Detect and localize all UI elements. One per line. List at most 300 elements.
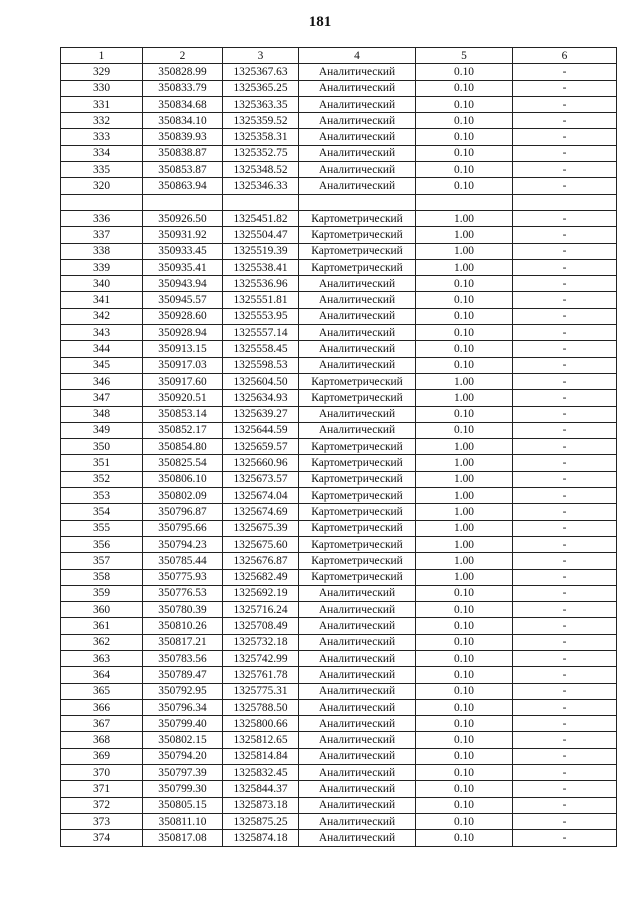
table-cell: - [513, 553, 617, 569]
table-cell: Аналитический [299, 765, 416, 781]
table-cell: 350828.99 [143, 64, 223, 80]
table-cell: 355 [61, 520, 143, 536]
table-cell: - [513, 602, 617, 618]
table-cell: 338 [61, 243, 143, 259]
table-cell: - [513, 585, 617, 601]
table-cell: - [513, 178, 617, 194]
table-cell: Картометрический [299, 455, 416, 471]
table-cell: - [513, 325, 617, 341]
table-cell: - [513, 765, 617, 781]
table-cell: 0.10 [416, 80, 513, 96]
table-cell: 357 [61, 553, 143, 569]
table-cell: - [513, 80, 617, 96]
table-cell: 1325716.24 [223, 602, 299, 618]
table-cell: 341 [61, 292, 143, 308]
table-cell: - [513, 145, 617, 161]
table-cell: 1325675.60 [223, 536, 299, 552]
table-cell: - [513, 210, 617, 226]
table-cell: Картометрический [299, 553, 416, 569]
table-cell: 350933.45 [143, 243, 223, 259]
table-cell: 350839.93 [143, 129, 223, 145]
table-cell: 0.10 [416, 634, 513, 650]
table-cell: 350783.56 [143, 650, 223, 666]
table-cell: 350926.50 [143, 210, 223, 226]
table-cell: - [513, 341, 617, 357]
table-cell: 0.10 [416, 64, 513, 80]
table-row [61, 243, 617, 259]
table-cell: 1325844.37 [223, 781, 299, 797]
coordinates-table [60, 47, 617, 847]
table-cell: 350935.41 [143, 259, 223, 275]
table-cell: 0.10 [416, 422, 513, 438]
table-row [61, 341, 617, 357]
table-cell: 0.10 [416, 618, 513, 634]
table-row [61, 488, 617, 504]
table-cell: 350931.92 [143, 227, 223, 243]
table-cell: - [513, 716, 617, 732]
table-cell: - [513, 259, 617, 275]
table-cell: 0.10 [416, 683, 513, 699]
table-cell: 344 [61, 341, 143, 357]
table-cell: Аналитический [299, 618, 416, 634]
table-cell: 0.10 [416, 178, 513, 194]
table-cell: 1325800.66 [223, 716, 299, 732]
table-row [61, 781, 617, 797]
table-cell: - [513, 129, 617, 145]
table-cell: - [513, 227, 617, 243]
table-cell: 1325639.27 [223, 406, 299, 422]
table-row [61, 178, 617, 194]
table-cell: Аналитический [299, 325, 416, 341]
table-cell: - [513, 488, 617, 504]
table-cell: 1325358.31 [223, 129, 299, 145]
table-cell: 350853.14 [143, 406, 223, 422]
table-cell: Картометрический [299, 210, 416, 226]
table-cell: Аналитический [299, 145, 416, 161]
table-cell: - [513, 439, 617, 455]
table-cell: 0.10 [416, 325, 513, 341]
table-cell: 348 [61, 406, 143, 422]
table-cell: - [513, 748, 617, 764]
table-row [61, 325, 617, 341]
table-cell: Картометрический [299, 488, 416, 504]
table-cell: 1325348.52 [223, 162, 299, 178]
table-cell: - [513, 520, 617, 536]
table-cell: - [513, 390, 617, 406]
table-cell: - [513, 781, 617, 797]
table-cell: 1.00 [416, 455, 513, 471]
table-cell: 1.00 [416, 243, 513, 259]
table-cell: 350811.10 [143, 813, 223, 829]
table-row [61, 455, 617, 471]
table-cell [223, 194, 299, 210]
table-cell: 1.00 [416, 520, 513, 536]
table-cell: - [513, 569, 617, 585]
table-cell: - [513, 308, 617, 324]
table-cell: Картометрический [299, 520, 416, 536]
table-cell: Аналитический [299, 650, 416, 666]
table-cell: 360 [61, 602, 143, 618]
table-cell: 0.10 [416, 797, 513, 813]
page-number: 181 [308, 14, 332, 30]
table-row [61, 194, 617, 210]
table-row [61, 162, 617, 178]
table-row [61, 732, 617, 748]
table-cell: 1325814.84 [223, 748, 299, 764]
table-row [61, 504, 617, 520]
table-cell: 320 [61, 178, 143, 194]
table-cell: 1.00 [416, 488, 513, 504]
table-cell: 1325674.69 [223, 504, 299, 520]
column-header: 3 [223, 48, 299, 64]
table-cell: 334 [61, 145, 143, 161]
table-cell: 1.00 [416, 553, 513, 569]
column-header: 4 [299, 48, 416, 64]
table-cell: 0.10 [416, 667, 513, 683]
table-cell: 1.00 [416, 439, 513, 455]
table-cell: 1325875.25 [223, 813, 299, 829]
table-row [61, 569, 617, 585]
table-cell: - [513, 650, 617, 666]
table-cell: 1325660.96 [223, 455, 299, 471]
table-row [61, 471, 617, 487]
table-cell: Картометрический [299, 569, 416, 585]
table-cell: Аналитический [299, 341, 416, 357]
table-cell: 345 [61, 357, 143, 373]
table-cell [416, 194, 513, 210]
table-cell: - [513, 276, 617, 292]
table-cell [61, 194, 143, 210]
table-cell: 0.10 [416, 406, 513, 422]
table-row [61, 716, 617, 732]
table-cell: Картометрический [299, 536, 416, 552]
table-row [61, 439, 617, 455]
table-cell: 350834.10 [143, 113, 223, 129]
table-cell: 1.00 [416, 210, 513, 226]
table-cell: - [513, 422, 617, 438]
table-cell: - [513, 618, 617, 634]
table-cell: 350805.15 [143, 797, 223, 813]
table-cell: 350795.66 [143, 520, 223, 536]
table-cell: Аналитический [299, 716, 416, 732]
table-cell: 1325673.57 [223, 471, 299, 487]
table-row [61, 145, 617, 161]
table-row [61, 96, 617, 112]
table-cell: 1325682.49 [223, 569, 299, 585]
table-cell: 1.00 [416, 259, 513, 275]
table-cell: 0.10 [416, 699, 513, 715]
table-cell: 350913.15 [143, 341, 223, 357]
table-cell: 0.10 [416, 650, 513, 666]
table-cell: Аналитический [299, 748, 416, 764]
table-cell: 1.00 [416, 569, 513, 585]
table-cell [143, 194, 223, 210]
table-cell: 1325551.81 [223, 292, 299, 308]
table-cell: Аналитический [299, 64, 416, 80]
table-cell: 0.10 [416, 813, 513, 829]
table-cell: 1.00 [416, 471, 513, 487]
table-cell: 350780.39 [143, 602, 223, 618]
table-header-row [61, 48, 617, 64]
table-cell: 353 [61, 488, 143, 504]
table-cell: - [513, 113, 617, 129]
table-cell: 350785.44 [143, 553, 223, 569]
table-cell: 1.00 [416, 227, 513, 243]
table-cell: 1325634.93 [223, 390, 299, 406]
table-row [61, 292, 617, 308]
table-cell: 350796.34 [143, 699, 223, 715]
table-cell: 1325732.18 [223, 634, 299, 650]
table-cell: 350776.53 [143, 585, 223, 601]
table-row [61, 80, 617, 96]
table-cell: Аналитический [299, 292, 416, 308]
table-cell: 350833.79 [143, 80, 223, 96]
table-row [61, 585, 617, 601]
table-cell: - [513, 683, 617, 699]
table-cell: 361 [61, 618, 143, 634]
table-cell: Картометрический [299, 504, 416, 520]
table-cell: 356 [61, 536, 143, 552]
table-cell: Картометрический [299, 373, 416, 389]
table-cell: Аналитический [299, 813, 416, 829]
table-cell: 1325557.14 [223, 325, 299, 341]
column-header: 5 [416, 48, 513, 64]
table-cell: 350852.17 [143, 422, 223, 438]
table-cell: 364 [61, 667, 143, 683]
table-cell: 347 [61, 390, 143, 406]
table-cell: 350928.94 [143, 325, 223, 341]
table-cell: 331 [61, 96, 143, 112]
table-cell: 0.10 [416, 113, 513, 129]
table-cell: Картометрический [299, 227, 416, 243]
table-cell: 1325644.59 [223, 422, 299, 438]
table-cell: 350796.87 [143, 504, 223, 520]
table-row [61, 650, 617, 666]
table-cell [513, 194, 617, 210]
table-cell: Аналитический [299, 422, 416, 438]
table-row [61, 553, 617, 569]
table-cell: 350825.54 [143, 455, 223, 471]
table-cell: Аналитический [299, 129, 416, 145]
table-cell: 0.10 [416, 162, 513, 178]
table-cell: 1325873.18 [223, 797, 299, 813]
table-cell: 336 [61, 210, 143, 226]
table-row [61, 422, 617, 438]
table-cell: Картометрический [299, 243, 416, 259]
table-cell: 350799.30 [143, 781, 223, 797]
table-row [61, 699, 617, 715]
table-cell: 0.10 [416, 145, 513, 161]
table-cell: 0.10 [416, 585, 513, 601]
table-cell: 346 [61, 373, 143, 389]
table-cell: 0.10 [416, 602, 513, 618]
table-cell: Аналитический [299, 797, 416, 813]
table-cell: 0.10 [416, 308, 513, 324]
table-row [61, 113, 617, 129]
table-cell: - [513, 357, 617, 373]
table-cell: 1325676.87 [223, 553, 299, 569]
table-row [61, 748, 617, 764]
table-cell: 1325359.52 [223, 113, 299, 129]
table-cell: 350943.94 [143, 276, 223, 292]
table-cell: 366 [61, 699, 143, 715]
table-cell: 1325692.19 [223, 585, 299, 601]
table-cell: - [513, 667, 617, 683]
table-cell: 350853.87 [143, 162, 223, 178]
table-cell: - [513, 455, 617, 471]
table-cell: 1325775.31 [223, 683, 299, 699]
table-cell [299, 194, 416, 210]
table-cell: 1325346.33 [223, 178, 299, 194]
table-cell: 1325538.41 [223, 259, 299, 275]
table-cell: - [513, 732, 617, 748]
table-cell: Аналитический [299, 781, 416, 797]
table-cell: 363 [61, 650, 143, 666]
table-cell: 1.00 [416, 504, 513, 520]
table-cell: 1.00 [416, 390, 513, 406]
table-cell: 337 [61, 227, 143, 243]
table-cell: Картометрический [299, 471, 416, 487]
table-cell: 362 [61, 634, 143, 650]
table-cell: 1325363.35 [223, 96, 299, 112]
table-cell: - [513, 406, 617, 422]
table-cell: Аналитический [299, 602, 416, 618]
table-cell: 359 [61, 585, 143, 601]
table-cell: 350792.95 [143, 683, 223, 699]
table-cell: 1325604.50 [223, 373, 299, 389]
table-cell: 350797.39 [143, 765, 223, 781]
table-cell: 373 [61, 813, 143, 829]
table-cell: 0.10 [416, 357, 513, 373]
table-cell: 1325367.63 [223, 64, 299, 80]
table-cell: 1325659.57 [223, 439, 299, 455]
table-cell: 0.10 [416, 716, 513, 732]
table-cell: - [513, 96, 617, 112]
table-cell: - [513, 373, 617, 389]
table-cell: - [513, 536, 617, 552]
table-cell: 350863.94 [143, 178, 223, 194]
table-row [61, 830, 617, 846]
table-cell: Аналитический [299, 683, 416, 699]
table-cell: 350817.08 [143, 830, 223, 846]
table-row [61, 765, 617, 781]
table-cell: 1325365.25 [223, 80, 299, 96]
table-cell: 1325832.45 [223, 765, 299, 781]
table-row [61, 390, 617, 406]
table-row [61, 683, 617, 699]
table-cell: 365 [61, 683, 143, 699]
table-cell: 0.10 [416, 276, 513, 292]
table-cell: - [513, 830, 617, 846]
table-cell: 350945.57 [143, 292, 223, 308]
table-cell: 350917.60 [143, 373, 223, 389]
table-cell: 1325451.82 [223, 210, 299, 226]
table-cell: - [513, 813, 617, 829]
table-row [61, 64, 617, 80]
table-cell: 350799.40 [143, 716, 223, 732]
table-cell: 1325761.78 [223, 667, 299, 683]
table-cell: Аналитический [299, 699, 416, 715]
table-cell: 367 [61, 716, 143, 732]
table-cell: 369 [61, 748, 143, 764]
table-cell: - [513, 797, 617, 813]
table-cell: 1325708.49 [223, 618, 299, 634]
table-cell: 1325352.75 [223, 145, 299, 161]
table-row [61, 210, 617, 226]
table-cell: 1325598.53 [223, 357, 299, 373]
table-row [61, 797, 617, 813]
table-cell: 343 [61, 325, 143, 341]
table-cell: - [513, 634, 617, 650]
table-cell: 352 [61, 471, 143, 487]
table-row [61, 357, 617, 373]
table-cell: 372 [61, 797, 143, 813]
table-row [61, 618, 617, 634]
table-cell: Картометрический [299, 390, 416, 406]
column-header: 6 [513, 48, 617, 64]
table-cell: 350917.03 [143, 357, 223, 373]
table-cell: 350810.26 [143, 618, 223, 634]
table-cell: - [513, 243, 617, 259]
column-header: 1 [61, 48, 143, 64]
table-cell: 358 [61, 569, 143, 585]
table-cell: 350928.60 [143, 308, 223, 324]
table-cell: 335 [61, 162, 143, 178]
table-cell: 0.10 [416, 748, 513, 764]
table-cell: 350802.09 [143, 488, 223, 504]
table-cell: 350854.80 [143, 439, 223, 455]
table-cell: Аналитический [299, 357, 416, 373]
table-row [61, 227, 617, 243]
table-row [61, 406, 617, 422]
table-cell: 371 [61, 781, 143, 797]
table-cell: Картометрический [299, 439, 416, 455]
table-cell: 0.10 [416, 341, 513, 357]
table-cell: Аналитический [299, 96, 416, 112]
table-cell: 332 [61, 113, 143, 129]
table-cell: 368 [61, 732, 143, 748]
table-cell: 0.10 [416, 96, 513, 112]
table-cell: - [513, 504, 617, 520]
table-row [61, 129, 617, 145]
table-cell: Аналитический [299, 732, 416, 748]
table-cell: 1325812.65 [223, 732, 299, 748]
table-cell: 1325504.47 [223, 227, 299, 243]
table-row [61, 259, 617, 275]
table-cell: 339 [61, 259, 143, 275]
table-row [61, 373, 617, 389]
table-cell: 1.00 [416, 373, 513, 389]
table-cell: - [513, 162, 617, 178]
table-cell: 0.10 [416, 732, 513, 748]
table-cell: 350802.15 [143, 732, 223, 748]
table-cell: 0.10 [416, 765, 513, 781]
table-cell: Аналитический [299, 406, 416, 422]
table-cell: 0.10 [416, 781, 513, 797]
table-cell: Картометрический [299, 259, 416, 275]
table-cell: 350 [61, 439, 143, 455]
table-cell: 350817.21 [143, 634, 223, 650]
table-cell: 350920.51 [143, 390, 223, 406]
table-cell: 330 [61, 80, 143, 96]
table-body [61, 64, 617, 846]
table-cell: 350794.20 [143, 748, 223, 764]
table-cell: 351 [61, 455, 143, 471]
table-cell: 350794.23 [143, 536, 223, 552]
table-cell: - [513, 292, 617, 308]
table-cell: 0.10 [416, 292, 513, 308]
table-cell: 329 [61, 64, 143, 80]
